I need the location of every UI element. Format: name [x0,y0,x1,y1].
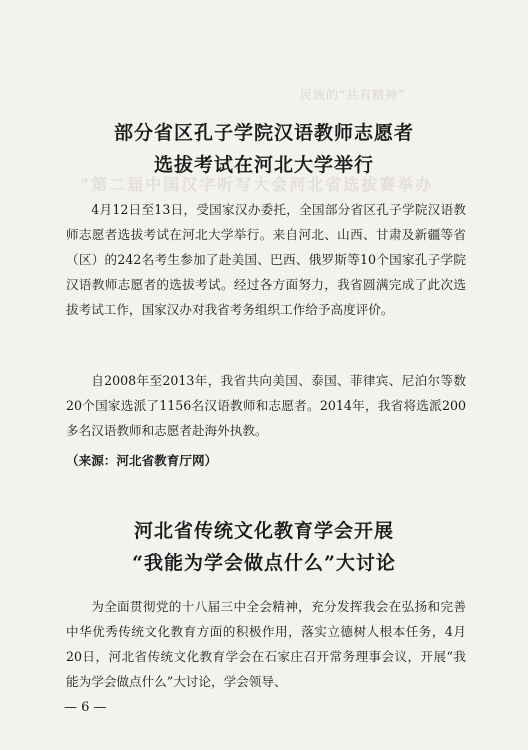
bleed-through-text-top: 民族的“共有精神” [300,88,406,102]
article1-paragraph1: 4月12日至13日，受国家汉办委托，全国部分省区孔子学院汉语教师志愿者选拔考试在河北大学举行。来自河北、山西、甘肃及新疆等省（区）的242名考生参加了赴美国、巴西、俄罗斯等10个国家孔子学院汉语教师志愿者的选拔考试。经过各方面努力，我省圆满完成了此次选拔考试工作，国家汉办对我省考务组织工作给予高度评价。 [66,202,466,317]
article2-paragraph1: 为全面贯彻党的十八届三中全会精神，充分发挥我会在弘扬和完善中华优秀传统文化教育方面的积极作用，落实立德树人根本任务，4月20日，河北省传统文化教育学会在石家庄召开常务理事会议，开展“我能为学会做点什么”大讨论，学会领导、 [66,599,466,689]
bleed-through-text-middle: “第二届中国汉字听写大会河北省选拔赛举办 [80,175,434,194]
article2-title-line1: 河北省传统文化教育学会开展 [133,520,394,542]
article1-source: （来源：河北省教育厅网） [66,453,218,468]
article1-paragraph2: 自2008年至2013年，我省共向美国、泰国、菲律宾、尼泊尔等数20个国家选派了1156名汉语教师和志愿者。2014年，我省将选派200多名汉语教师和志愿者赴海外执教。 [66,373,466,438]
article2-title-line2: “我能为学会做点什么”大讨论 [132,552,396,574]
article1-title-line2: 选拔考试在河北大学举行 [153,154,374,176]
article1-title-line1: 部分省区孔子学院汉语教师志愿者 [113,122,414,144]
page-number: — 6 — [64,700,107,715]
